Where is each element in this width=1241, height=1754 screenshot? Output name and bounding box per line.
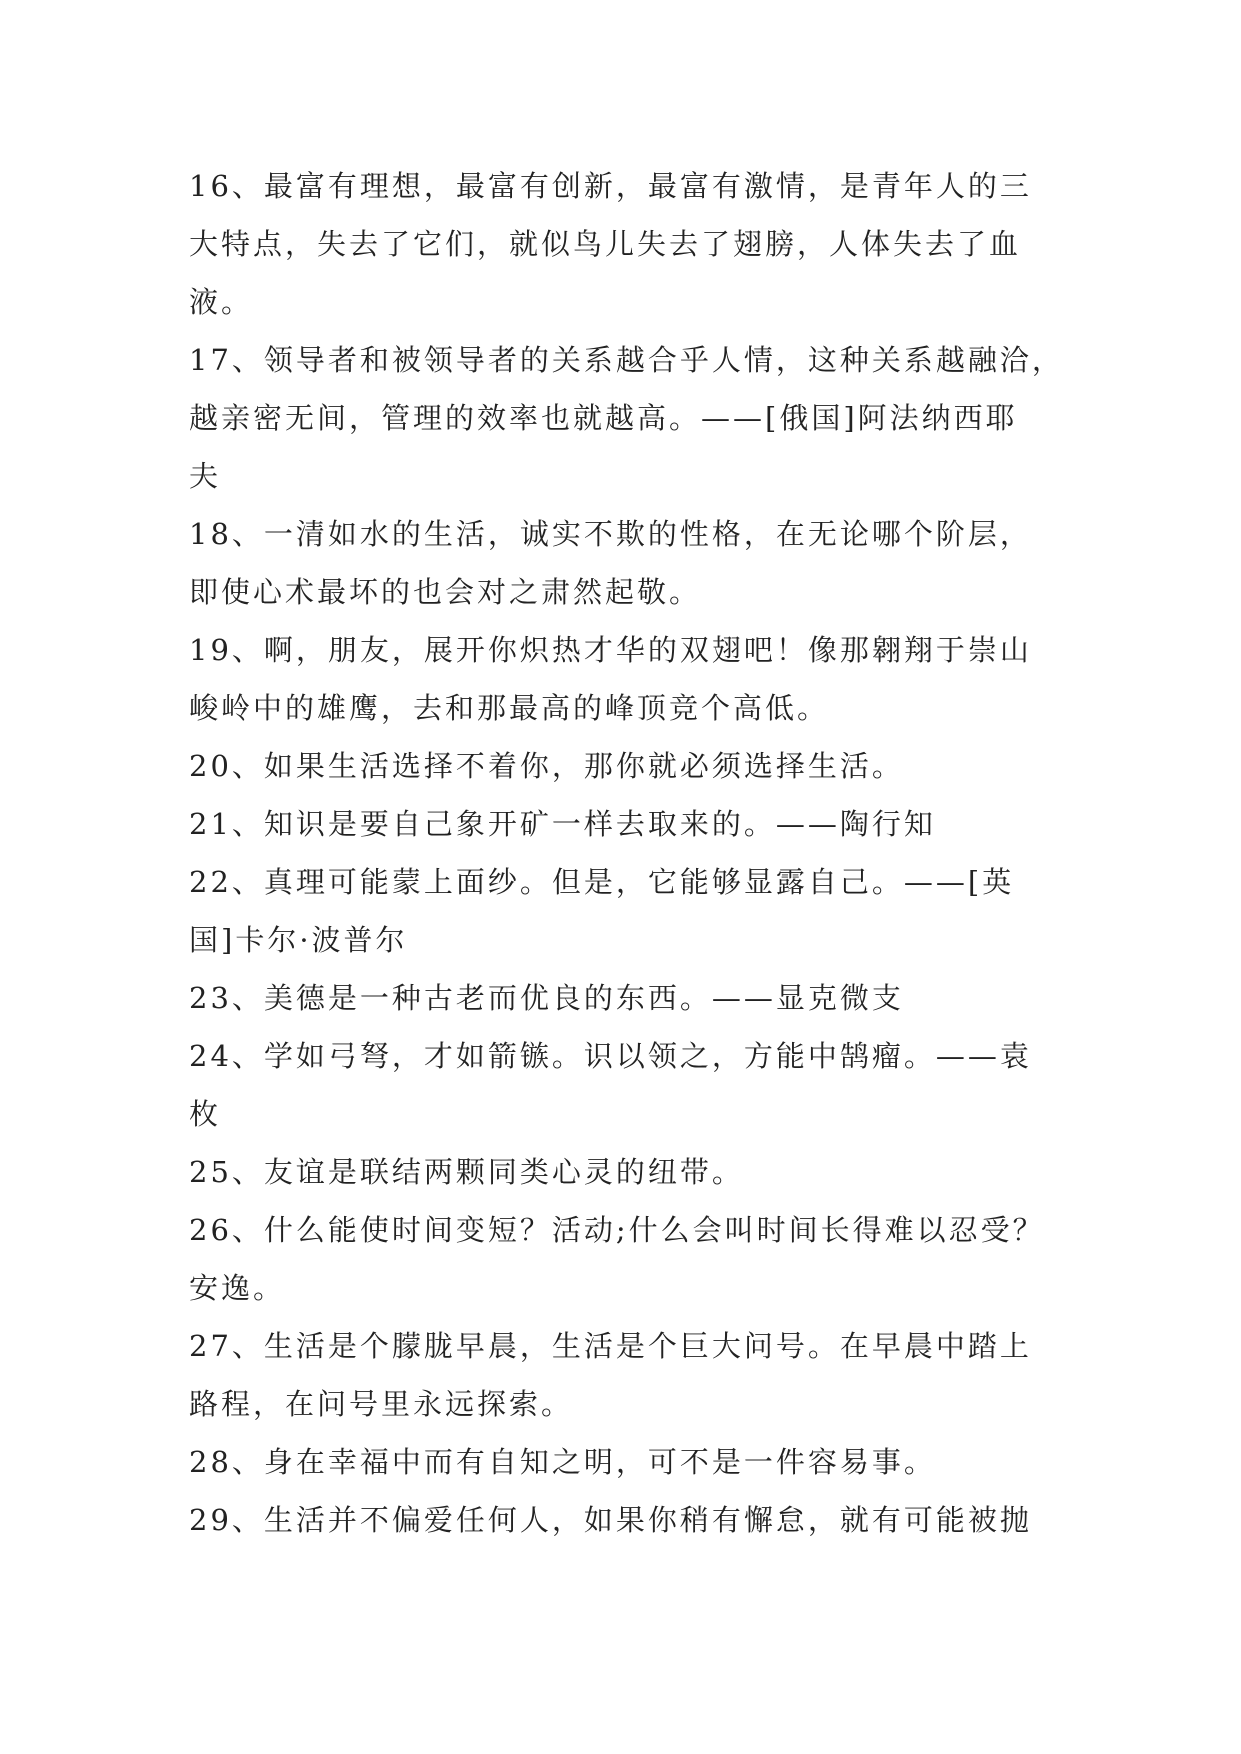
- text-line: 29、生活并不偏爱任何人，如果你稍有懈怠，就有可能被抛: [189, 1503, 1032, 1537]
- text-line: 越亲密无间，管理的效率也就越高。——[俄国]阿法纳西耶: [189, 401, 1018, 435]
- text-line: 即使心术最坏的也会对之肃然起敬。: [189, 575, 702, 609]
- text-line: 峻岭中的雄鹰，去和那最高的峰顶竞个高低。: [189, 691, 830, 725]
- text-line: 18、一清如水的生活，诚实不欺的性格，在无论哪个阶层，: [189, 517, 1032, 551]
- text-line: 22、真理可能蒙上面纱。但是，它能够显露自己。——[英: [189, 865, 1015, 899]
- text-line: 24、学如弓弩，才如箭镞。识以领之，方能中鹄瘤。——袁: [189, 1039, 1032, 1073]
- text-line: 枚: [189, 1097, 222, 1131]
- text-line: 27、生活是个朦胧早晨，生活是个巨大问号。在早晨中踏上: [189, 1329, 1032, 1363]
- text-line: 26、什么能使时间变短？活动;什么会叫时间长得难以忍受？: [189, 1213, 1045, 1247]
- document-body: [189, 157, 1064, 1549]
- text-line: 17、领导者和被领导者的关系越合乎人情，这种关系越融洽，: [189, 343, 1064, 377]
- text-line: 国]卡尔·波普尔: [189, 923, 408, 957]
- text-line: 液。: [189, 285, 254, 319]
- text-line: 25、友谊是联结两颗同类心灵的纽带。: [189, 1155, 744, 1189]
- text-line: 安逸。: [189, 1271, 286, 1305]
- text-line: 夫: [189, 459, 222, 493]
- text-line: 16、最富有理想，最富有创新，最富有激情，是青年人的三: [189, 169, 1032, 203]
- text-line: 20、如果生活选择不着你，那你就必须选择生活。: [189, 749, 904, 783]
- text-line: 19、啊，朋友，展开你炽热才华的双翅吧！像那翱翔于崇山: [189, 633, 1032, 667]
- text-line: 23、美德是一种古老而优良的东西。——显克微支: [189, 981, 904, 1015]
- text-line: 大特点，失去了它们，就似鸟儿失去了翅膀，人体失去了血: [189, 227, 1022, 261]
- text-line: 路程，在问号里永远探索。: [189, 1387, 574, 1421]
- text-line: 28、身在幸福中而有自知之明，可不是一件容易事。: [189, 1445, 936, 1479]
- text-line: 21、知识是要自己象开矿一样去取来的。——陶行知: [189, 807, 936, 841]
